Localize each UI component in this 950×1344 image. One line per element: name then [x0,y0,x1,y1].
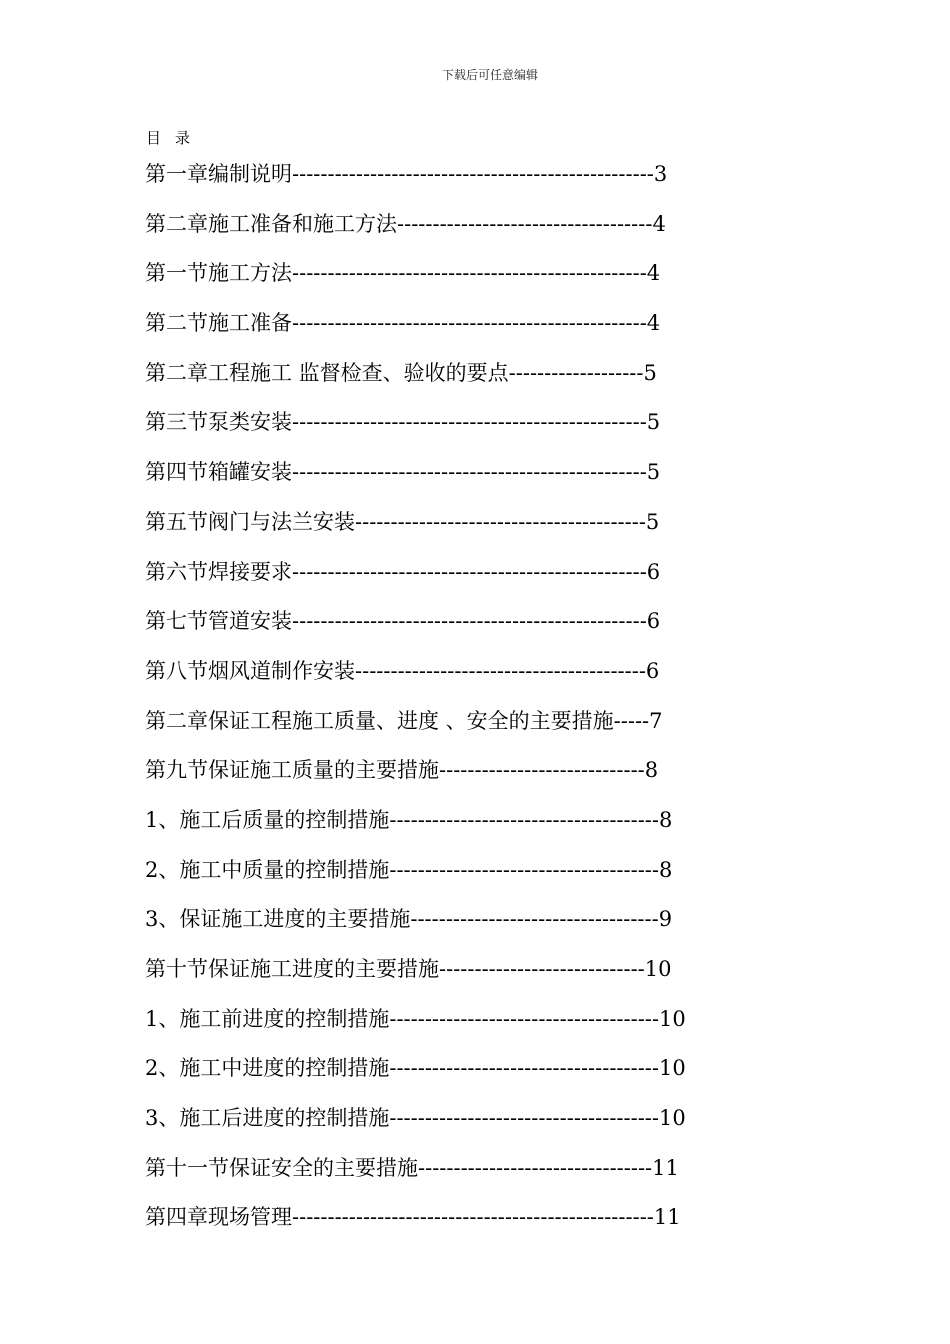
toc-entry-section-1-construction-methods[interactable]: 第一节施工方法--------------------------------------------------4 [145,261,661,286]
toc-entry-chapter-2-construction-prep-methods[interactable]: 第二章施工准备和施工方法------------------------------------4 [145,211,666,236]
toc-entry-section-4-tank-installation[interactable]: 第四节箱罐安装--------------------------------------------------5 [145,460,661,485]
toc-entry-progress-measures[interactable]: 3、保证施工进度的主要措施-----------------------------------9 [145,907,673,932]
toc-list [145,158,785,1251]
toc-entry-section-8-flue-duct-installation[interactable]: 第八节烟风道制作安装-----------------------------------------6 [145,658,660,683]
toc-entry-section-5-valve-flange-installation[interactable]: 第五节阀门与法兰安装-----------------------------------------5 [145,509,660,534]
toc-entry-chapter-4-site-management[interactable]: 第四章现场管理---------------------------------------------------11 [145,1205,681,1230]
toc-entry-progress-control-before[interactable]: 1、施工前进度的控制措施--------------------------------------10 [145,1006,686,1031]
toc-entry-section-9-quality-measures[interactable]: 第九节保证施工质量的主要措施-----------------------------8 [145,758,659,783]
toc-title: 目录 [146,129,205,147]
toc-entry-quality-control-after[interactable]: 1、施工后质量的控制措施--------------------------------------8 [145,807,673,832]
toc-entry-section-11-safety-measures[interactable]: 第十一节保证安全的主要措施---------------------------------11 [145,1155,679,1180]
toc-entry-section-7-pipe-installation[interactable]: 第七节管道安装--------------------------------------------------6 [145,609,661,634]
toc-entry-chapter-2-inspection-acceptance[interactable]: 第二章工程施工 监督检查、验收的要点-------------------5 [145,360,657,385]
toc-entry-section-3-pump-installation[interactable]: 第三节泵类安装--------------------------------------------------5 [145,410,661,435]
page-header: 下载后可任意编辑 [441,68,538,82]
toc-entry-chapter-2-quality-progress-safety[interactable]: 第二章保证工程施工质量、进度 、安全的主要措施-----7 [145,708,663,733]
toc-entry-section-2-construction-preparation[interactable]: 第二节施工准备--------------------------------------------------4 [145,311,661,336]
toc-entry-section-10-progress-measures[interactable]: 第十节保证施工进度的主要措施-----------------------------10 [145,957,672,981]
toc-entry-progress-control-during[interactable]: 2、施工中进度的控制措施--------------------------------------10 [145,1056,686,1081]
toc-entry-chapter-1-preparation-notes[interactable]: 第一章编制说明---------------------------------------------------3 [145,162,668,186]
toc-entry-section-6-welding-requirements[interactable]: 第六节焊接要求--------------------------------------------------6 [145,559,661,584]
toc-entry-progress-control-after[interactable]: 3、施工后进度的控制措施--------------------------------------10 [145,1106,686,1131]
toc-entry-quality-control-during[interactable]: 2、施工中质量的控制措施--------------------------------------8 [145,857,673,882]
